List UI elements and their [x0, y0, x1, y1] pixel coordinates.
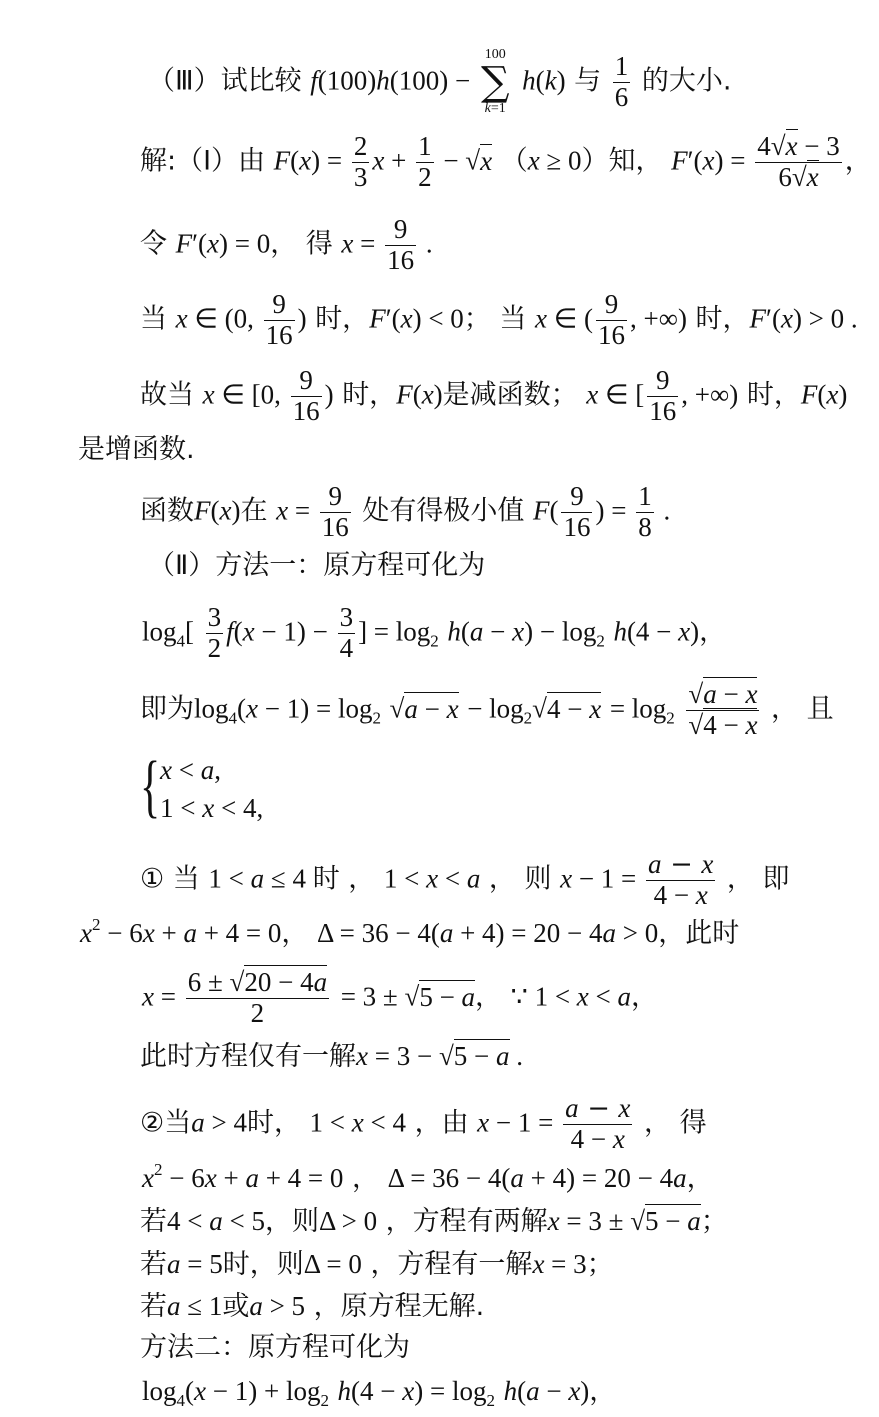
roots-line: x = $\frac{6 \pm √20 - 4a}{2}$ = 3 ± √5 − a， ∵ 1 < x < a，	[142, 967, 659, 1028]
critical-point-line: 令 F′(x) = 0， 得 x = $\frac{9}{16}$ .	[140, 214, 433, 275]
part-3-question-line: （Ⅲ）试比较 f(100)h(100) − 100 ∑ k=1 h(k) 与 $\frac{1}{6}$ 的大小.	[148, 47, 732, 116]
case-2-line: ②当a > 4时， 1 < x < 4 ，由 x − 1 = $\frac{a - x}{4 - x}$ ， 得	[140, 1093, 707, 1154]
case-1-conclusion: 此时方程仅有一解x = 3 − √5 − a .	[140, 1041, 523, 1072]
quadratic-line-2: $x^2 - 6x + a + 4 = 0$ ， Δ = 36 − 4(a + 4) = 20 − 4a，	[142, 1160, 714, 1194]
monotonicity-line: 故当 x ∈ [0, $\frac{9}{16}$ ) 时，F(x)是减函数； x ∈ [ $\frac{9}{16}$ , +∞) 时，F(x)	[140, 365, 848, 426]
minimum-value-line: 函数F(x)在 x = $\frac{9}{16}$ 处有得极小值 F( $\frac{9}{16}$ ) = $\frac{1}{8}$ .	[140, 481, 671, 542]
quadratic-line-1: $x^2 - 6x + a + 4 = 0$， Δ = 36 − 4(a + 4) = 20 − 4a > 0，此时	[80, 915, 740, 949]
part-2-method-1-heading: （Ⅱ）方法一：原方程可化为	[148, 550, 486, 581]
sign-analysis-line: 当 x ∈ (0, $\frac{9}{16}$ ) 时，F′(x) < 0； 当 x ∈ ( $\frac{9}{16}$ , +∞) 时，F′(x) > 0 .	[140, 289, 858, 350]
solution-part-1-intro: 解:（Ⅰ）由 F(x) = $\frac{2}{3}$ x + $\frac{1}{2}$ − √x （x ≥ 0）知， F′(x) = $\frac{4√x - 3}{6√x}$ ，	[140, 131, 872, 192]
log-simplified-line: 即为$\log_4(x - 1) = \log_2 √a - x - \log_2√4 - x = \log_2$ $\frac{√a - x}{√4 - x}$ ， 且	[140, 679, 834, 740]
summation-symbol: 100 ∑ k=1	[480, 47, 510, 116]
case-1-line: ① 当 1 < a ≤ 4 时 ， 1 < x < a ， 则 x − 1 = $\frac{a - x}{4 - x}$ ， 即	[140, 849, 790, 910]
subcase-one-root: 若a = 5时，则Δ = 0 ，方程有一解x = 3；	[140, 1249, 614, 1280]
subcase-no-root: 若a ≤ 1或a > 5 ，原方程无解.	[140, 1291, 485, 1322]
method-2-heading: 方法二：原方程可化为	[140, 1332, 410, 1363]
solution-document: （Ⅲ）试比较 f(100)h(100) − 100 ∑ k=1 h(k) 与 $\frac{1}{6}$ 的大小. 解:（Ⅰ）由 F(x) = $\frac{2}{3}$ x + $\frac{1}{2}$ − √x （x ≥ 0）知， F′(x) = $\frac{4√x - 3}{6√x}$ ， 令 F′(x) = 0， 得 x = $\frac{9}{16}$ . 当 x ∈ (0, $\frac{9}{16}$ ) 时，F′(x) < 0； 当 x ∈ ( $\frac{9}{16}$ , +∞) 时，F′(x) > 0 . 故当 x ∈ [0, $\frac{9}{16}$ ) 时，F(x)是减函数； x ∈ [ $\frac{9}{16}$ , +∞) 时，F(x) 是增函数. 函数F(x)在 x = $\frac{9}{16}$ 处有得极小值 F( $\frac{9}{16}$ ) = $\frac{1}{8}$ . （Ⅱ）方法一：原方程可化为 $\log_4$[ $\frac{3}{2}$ f(x − 1) − $\frac{3}{4}$ ] = $\log_2 h(a - x) - \log_2 h(4 - x)$， 即为$\log_4(x - 1) = \log_2 √a - x - \log_2√4 - x = \log_2$ $\frac{√a - x}{√4 - x}$ ， 且 { x < a, 1 < x < 4, ① 当 1 < a ≤ 4 时 ， 1 < x < a ， 则 x − 1 = $\frac{a - x}{4 - x}$ ， 即 $x^2 - 6x + a + 4 = 0$， Δ = 36 − 4(a + 4) = 20 − 4a > 0，此时 x = $\frac{6 \pm √20 - 4a}{2}$ = 3 ± √5 − a， ∵ 1 < x < a， 此时方程仅有一解x = 3 − √5 − a . ②当a > 4时， 1 < x < 4 ，由 x − 1 = $\frac{a - x}{4 - x}$ ， 得 $x^2 - 6x + a + 4 = 0$ ， Δ = 36 − 4(a + 4) = 20 − 4a， 若4 < a < 5，则Δ > 0 ，方程有两解x = 3 ± √5 − a； 若a = 5时，则Δ = 0 ，方程有一解x = 3； 若a ≤ 1或a > 5 ，原方程无解. 方法二：原方程可化为 $\log_4(x - 1) + \log_2 h(4 - x) = \log_2 h(a - x)$，	[78, 47, 872, 1410]
subcase-two-roots: 若4 < a < 5，则Δ > 0 ，方程有两解x = 3 ± √5 − a；	[140, 1206, 728, 1237]
log-equation-line: $\log_4$[ $\frac{3}{2}$ f(x − 1) − $\frac{3}{4}$ ] = $\log_2 h(a - x) - \log_2 h(4 - x)$，	[142, 602, 727, 663]
method-2-equation: $\log_4(x - 1) + \log_2 h(4 - x) = \log_2 h(a - x)$，	[142, 1376, 617, 1410]
monotonicity-line-cont: 是增函数.	[78, 434, 195, 465]
